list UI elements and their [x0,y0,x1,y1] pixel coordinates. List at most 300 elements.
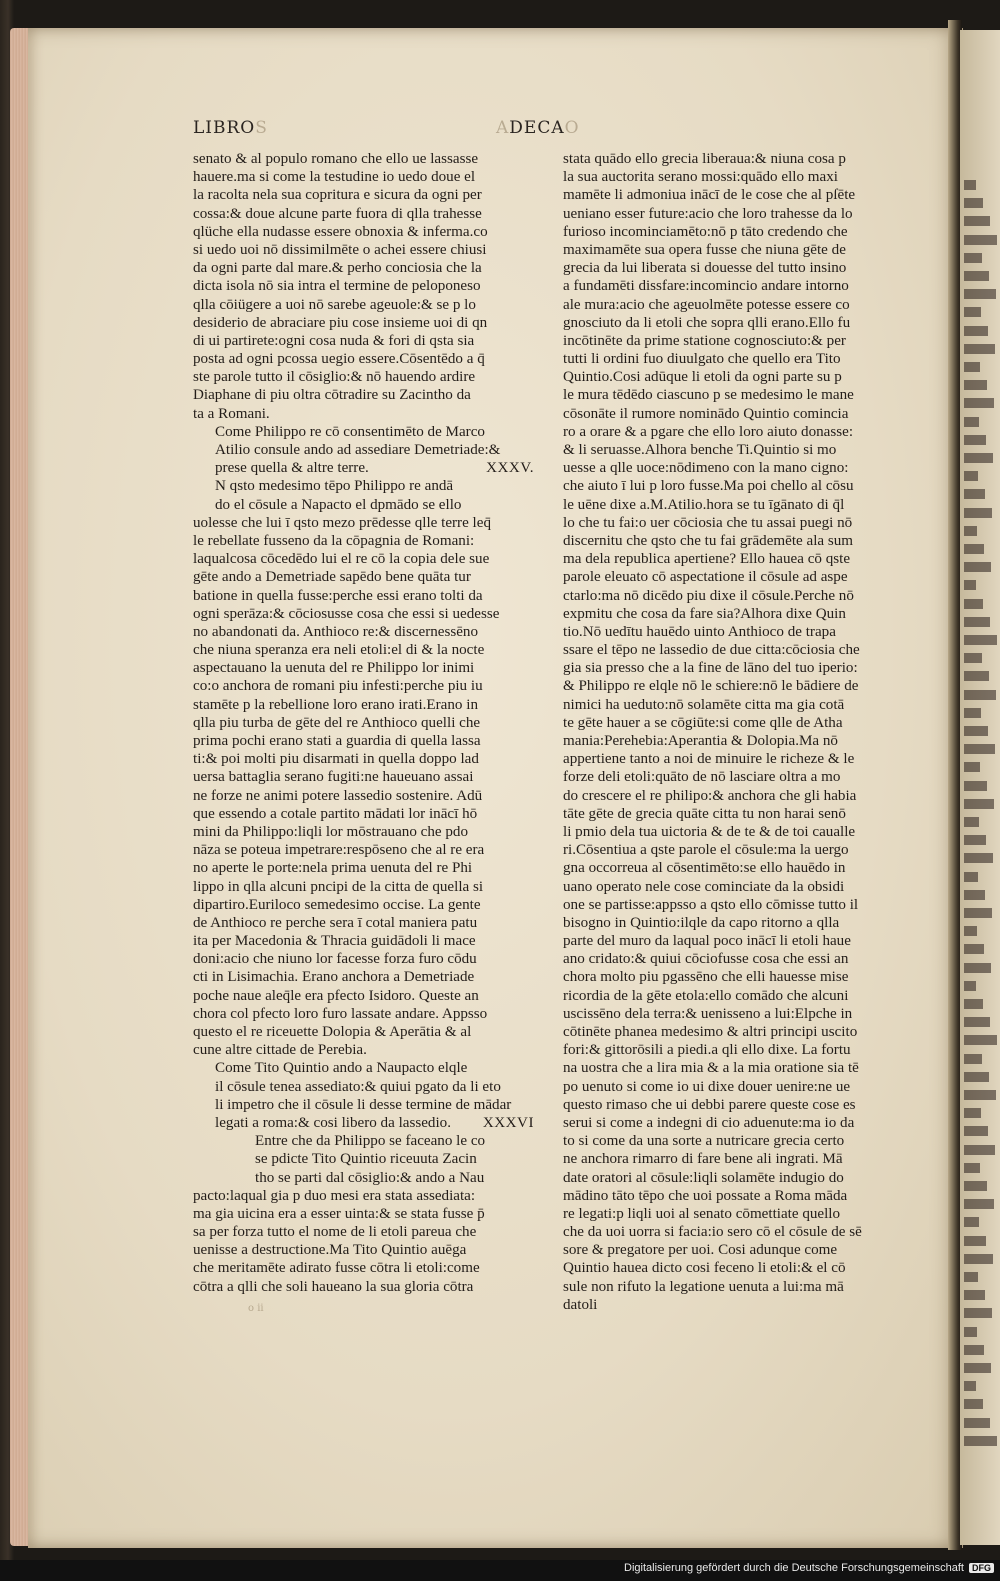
text-column-left [193,150,538,1296]
text-line [193,1259,538,1277]
facing-page-text-stroke [964,1108,981,1118]
text-line [563,950,908,968]
text-line [563,205,908,223]
line-text: que essendo a cotale partito mādati lor inācī hō [193,805,478,822]
line-text: nimici ha ueduto:nō solamēte citta ma gia cotā [563,696,845,713]
facing-page-text-stroke [964,526,977,536]
line-text: ale mura:acio che ageuolmēte potesse essere co [563,296,850,313]
line-text: ano cridato:& quiui cōciofusse cosa che essi an [563,951,849,968]
facing-page-text-stroke [964,1054,982,1064]
line-text: no abandonati da. Anthioco re:& discernessēno [193,623,479,640]
facing-page-text-stroke [964,1345,984,1355]
line-text: forze deli etoli:quāto de nō lasciare oltra a mo [563,769,841,786]
facing-page-text-stroke [964,671,989,681]
line-text: datoli [563,1296,598,1313]
text-line [563,405,908,423]
text-line [563,859,908,877]
facing-page-text-stroke [964,853,993,863]
facing-page-text-stroke [964,653,982,663]
facing-page-text-stroke [964,344,995,354]
footer-credit: Digitalisierung gefördert durch die Deutsche Forschungsgemeinschaft [624,1562,964,1574]
line-text: maximamēte sua opera fusse che niuna gēte de [563,241,846,258]
text-line [193,841,538,859]
facing-page-text-stroke [964,380,987,390]
text-line [193,805,538,823]
line-text: Quintio hauea dicto cosi feceno li etoli:& el cō [563,1260,846,1277]
text-line [563,1205,908,1223]
text-line [193,1187,538,1205]
facing-page-text-stroke [964,1090,996,1100]
line-text: appertiene tanto a noi de minuire le richeze & le [563,751,855,768]
text-line [563,386,908,404]
line-text: cōsonāte il rumore nominādo Quintio comincia [563,405,849,422]
text-line [193,314,538,332]
text-line [193,1114,538,1132]
line-text: Come Philippo re cō consentimēto de Marco [215,423,485,440]
text-line [563,1296,908,1314]
line-text: mamēte li admoniua inācī de le cose che al pſēte [563,187,856,204]
text-line [193,241,538,259]
text-line [563,714,908,732]
line-text: cōtra a qlli che soli haueano la sua gloria cōtra [193,1278,474,1295]
facing-page-text-stroke [964,1363,991,1373]
text-line [193,1041,538,1059]
text-line [193,168,538,186]
text-line [563,987,908,1005]
facing-page-text-stroke [964,271,989,281]
text-line [193,514,538,532]
text-line [563,223,908,241]
facing-page-text-stroke [964,1308,992,1318]
line-text: to si come da una sorte a nutricare grecia certo [563,1133,845,1150]
line-text: mania:Perehebia:Aperantia & Dolopia.Ma nō [563,733,838,749]
line-text: expmitu che cosa da fare sia?Alhora dixe Quin [563,605,846,622]
text-line [563,914,908,932]
text-line [563,1278,908,1296]
line-text: gna occorreua al cōsentimēto:se ello hauēdo in [563,860,846,877]
facing-page-text-stroke [964,1254,993,1264]
text-line [193,550,538,568]
line-text: che aiuto ī lui p loro fusse.Ma poi chello al cōsu [563,478,854,495]
text-line [193,1078,538,1096]
text-line [563,878,908,896]
text-line [193,150,538,168]
line-text: uano operato nele cose cominciate da la obsidi [563,878,845,895]
line-text: ta a Romani. [193,405,270,422]
line-text: tāte gēte de grecia quāte citta tu non harai senō [563,805,846,822]
text-line [193,277,538,295]
facing-page-text-stroke [964,617,990,627]
facing-page-text-stroke [964,726,988,736]
line-text: li pmio dela tua uictoria & de te & de toi caualle [563,823,856,840]
facing-page-text-stroke [964,307,981,317]
dfg-logo: DFG [969,1563,994,1573]
line-text: laqualcosa cōcedēdo lui el re cō la copia dele sue [193,551,490,568]
facing-page-text-stroke [964,453,993,463]
line-text: posta ad ogni pcossa uegio essere.Cōsentēdo a q̄ [193,351,485,368]
text-line [193,768,538,786]
line-text: prese quella & altre terre. [215,460,369,477]
line-text: di ui partirete:ogni cosa nuda & fori di qsta sia [193,332,475,349]
line-text: questo rimaso che ui debbi parere queste cose es [563,1096,856,1113]
line-text: cune altre cittade de Perebia. [193,1042,367,1059]
facing-page-text-stroke [964,1290,985,1300]
line-text: le rebellate fusseno da la cōpagnia de Romani: [193,532,475,549]
facing-page-text-stroke [964,435,986,445]
text-line [563,1114,908,1132]
line-text: doni:acio che niuno lor facesse forza furo cōdu [193,951,477,968]
line-text: gia sia presso che a la fine de lāno del tuo iperio: [563,660,858,677]
line-text: dicta isola nō sia intra el termine de peloponeso [193,278,481,295]
text-line [563,696,908,714]
text-line [563,787,908,805]
signature-mark: o ii [248,1303,264,1314]
text-line [193,205,538,223]
line-text: gēte ando a Demetriade sapēdo bene quāta tur [193,569,471,586]
text-line [563,277,908,295]
facing-page-text-stroke [964,253,982,263]
facing-page-text-stroke [964,235,997,245]
text-line [193,568,538,586]
text-line [193,223,538,241]
text-line [563,641,908,659]
line-text: discernitu che qsto che tu fai grādemēte ala sum [563,532,854,549]
text-line [193,296,538,314]
facing-page-text-stroke [964,1181,987,1191]
text-line [563,1005,908,1023]
text-line [563,1241,908,1259]
text-line [563,1096,908,1114]
text-line [563,314,908,332]
line-text: N qsto medesimo tēpo Philippo re andā [215,478,454,495]
line-text: cossa:& doue alcune parte fuora di qlla trahesse [193,205,482,222]
facing-page-text-stroke [964,489,985,499]
text-line [193,968,538,986]
line-text: ssare el tēpo ne lassedio de due citta:cōciosia che [563,642,860,659]
text-line [193,732,538,750]
text-line [563,823,908,841]
line-text: do el cōsule a Napacto el dpmādo se ello [215,496,462,513]
line-text: one se partisse:appsso a qsto ello cōmisse tutto il [563,896,859,913]
text-line [563,932,908,950]
text-line [563,587,908,605]
line-text: Diaphane di piu oltra cōtradire su Zacintho da [193,387,471,404]
text-line [193,1023,538,1041]
line-text: che meritamēte adirato fusse cōtra li etoli:come [193,1260,480,1277]
line-text: legati a roma:& cosi libero da lassedio. [215,1114,451,1131]
line-text: bisogno in Quintio:ilqle da capo ritorno a qlla [563,914,840,931]
text-line [193,932,538,950]
text-line [563,623,908,641]
text-line [193,1278,538,1296]
text-line [563,423,908,441]
facing-page-text-stroke [964,1217,979,1227]
text-line [193,914,538,932]
facing-page-text-stroke [964,1145,995,1155]
line-text: qlüche ella nudasse essere obnoxia & inferma.co [193,223,488,240]
facing-page-text-stroke [964,198,983,208]
line-text: gnosciuto da li etoli che sopra qlli erano.Ello fu [563,314,851,331]
line-text: ro a orare & a pgare che ello loro aiuto donasse: [563,423,854,440]
text-line [563,677,908,695]
text-line [193,696,538,714]
facing-page-text-stroke [964,1163,980,1173]
facing-page-text-stroke [964,944,984,954]
line-text: tutti li ordini fuo diuulgato che quello era Tito [563,351,841,368]
text-line [563,1059,908,1077]
line-text: fori:& gittorōsili a piedi.a qli ello dixe. La fortu [563,1042,851,1059]
text-line [563,368,908,386]
text-line [193,950,538,968]
text-line [193,677,538,695]
line-text: hauere.ma si come la testudine io uedo doue el [193,169,476,186]
line-text: sule non rifuto la legatione uenuta a lui:ma mā [563,1278,844,1295]
facing-page-text-stroke [964,981,976,991]
line-text: ti:& poi molti piu disarmati in quella doppo lad [193,751,479,768]
line-text: cōtinēte phanea medesimo & altri principi uscito [563,1024,858,1040]
facing-page-text-stroke [964,326,988,336]
text-line [563,168,908,186]
text-line [563,1023,908,1041]
text-line [193,259,538,277]
line-text: date oratori al cōsule:liqli solamēte indugio do [563,1169,844,1186]
facing-page-text-stroke [964,926,977,936]
line-text: chora molto piu pgassēno che elli hauesse mise [563,969,849,986]
line-text: uscissēno dela terra:& uenisseno a lui:Elpche in [563,1005,853,1022]
line-text: chora col pfecto loro furo lassate andare. Appsso [193,1005,488,1022]
facing-page-text-stroke [964,1126,988,1136]
line-text: questo el re riceuette Dolopia & Aperātia & al [193,1024,472,1040]
text-line [563,441,908,459]
facing-page-text-stroke [964,562,991,572]
line-text: po uenuto si come io ui dixe douer uenire:ne ue [563,1078,851,1095]
line-text: senato & al populo romano che ello ue lassasse [193,151,479,167]
facing-page-text-stroke [964,1327,977,1337]
facing-page-text-stroke [964,890,985,900]
text-line [193,532,538,550]
line-text: ricordia de la gēte etola:ello comādo che alcuni [563,987,849,1004]
line-text: le mura tēdēdo ciascuno p se medesimo le mane [563,387,854,404]
line-text: poche naue aleq̄le era pfecto Isidoro. Queste an [193,987,479,1004]
line-text: batione in quella fusse:perche essi erano tolti da [193,587,483,604]
text-line [563,1259,908,1277]
facing-page-text-stroke [964,1272,978,1282]
text-line [193,1096,538,1114]
line-text: na uostra che a lira mia & a la mia oratione sia tē [563,1060,859,1077]
text-line [193,1059,538,1077]
line-text: cti in Lisimachia. Erano anchora a Demetriade [193,969,475,986]
line-text: uersa battaglia serano fugiti:ne haueuano assai [193,769,474,786]
text-line [193,186,538,204]
line-text: do crescere el re philipo:& anchora che gli habia [563,787,857,804]
text-line [563,1169,908,1187]
line-text: ma gia uicina era a esser uinta:& se stata fusse p̄ [193,1205,485,1222]
line-text: sa per forza tutto el nome de li etoli pareua che [193,1224,477,1241]
facing-page-text-stroke [964,817,979,827]
text-line [193,859,538,877]
line-text: parole eleuato cō aspectatione il cōsule ad aspe [563,569,848,586]
text-line [193,1241,538,1259]
text-line [193,1150,538,1168]
line-text: uesse a qlle uoce:nōdimeno con la mano cigno: [563,460,849,477]
text-line [563,1041,908,1059]
text-line [193,605,538,623]
facing-page-text-stroke [964,580,976,590]
line-text: qlla cōiügere a uoi nō sarebe ageuole:& se p lo [193,296,476,313]
text-line [193,477,538,495]
line-text: Entre che da Philippo se faceano le co [255,1133,486,1150]
line-text: ctarlo:ma nō dicēdo piu dixe il cōsule.Perche nō [563,587,854,604]
text-line [193,896,538,914]
line-text: grecia da lui liberata si douesse del tutto insino [563,260,847,277]
line-text: uolesse che lui ī qsto mezo prēdesse qlle terre leq̄ [193,514,491,531]
line-text: stata quādo ello grecia liberaua:& niuna cosa p [563,151,846,167]
line-text: da ogni parte dal mare.& perho conciosia che la [193,260,482,277]
text-line [193,386,538,404]
facing-page-text-stroke [964,690,996,700]
text-line [563,1223,908,1241]
facing-page-text-stroke [964,216,990,226]
line-text: che niuna speranza era neli etoli:el di & la nocte [193,642,485,659]
line-text: la racolta nela sua copritura e sicura da ogni per [193,187,482,204]
text-line [193,878,538,896]
facing-page-text-stroke [964,835,986,845]
text-line [563,186,908,204]
line-text: aspectauano la uenuta del re Philippo lor inimi [193,660,475,677]
line-text: sore & pregatore per uoi. Cosi adunque come [563,1242,838,1259]
text-line [563,896,908,914]
line-text: serui si come a indegni di cio aduenute:ma io da [563,1114,855,1131]
line-text: ste parole tutto il cōsiglio:& nō hauendo ardire [193,369,476,386]
facing-page-text-stroke [964,872,978,882]
text-line [563,150,908,168]
text-line [563,750,908,768]
line-text: ueniano esser future:acio che loro trahesse da lo [563,205,853,222]
line-text: si uedo uoi nō dissimilmēte o achei essere chiusi [193,241,487,258]
facing-page-text-stroke [964,599,983,609]
line-text: stamēte p la rebellione loro erano irati.Erano in [193,696,478,713]
chapter-number: XXXVI [482,1114,534,1131]
text-line [563,477,908,495]
text-line [563,1078,908,1096]
facing-page-text-stroke [964,799,994,809]
line-text: ita per Macedonia & Thracia guidādoli li mace [193,933,476,950]
line-text: de Anthioco re perche sera ī cotal maniera patu [193,914,478,931]
line-text: il cōsule tenea assediato:& quiui pgato da li eto [215,1078,501,1095]
line-text: le uēne dixe a.M.Atilio.hora se tu īgānato di q̄l [563,496,845,513]
facing-page-text-stroke [964,1381,976,1391]
line-text: Atilio consule ando ad assediare Demetriade:& [215,442,501,458]
text-line [563,459,908,477]
facing-page-text-stroke [964,744,995,754]
line-text: te gēte hauer a se cōgiūte:si come qlle de Atha [563,714,843,731]
text-line [193,496,538,514]
chapter-number: XXXV. [486,460,534,477]
facing-page-text-stroke [964,999,983,1009]
line-text: no aperte le porte:nela prima uenuta del re Phi [193,860,473,877]
facing-page-text-stroke [964,471,978,481]
text-line [563,968,908,986]
line-text: ne forze ne animi potere lassedio sostenire. Adū [193,787,483,804]
line-text: desiderio de abraciare piu cose insieme uoi di qn [193,314,488,331]
text-line [563,1150,908,1168]
facing-page-text-stroke [964,362,980,372]
text-line [193,368,538,386]
text-line [193,587,538,605]
line-text: a fundamēti dissfare:incomincio andare intorno [563,278,849,295]
line-text: mini da Philippo:liqli lor mōstrauano che pdo [193,823,469,840]
facing-page-text-stroke [964,1072,989,1082]
line-text: ri.Cōsentiua a qste parole el cōsule:ma la uergo [563,842,849,859]
line-text: ogni sperāza:& cōciosusse cosa che essi si uedesse [193,605,500,622]
line-text: nāza se poteua impetrare:respōseno che al re era [193,842,485,859]
text-line [193,1205,538,1223]
facing-page-text-stroke [964,1236,986,1246]
text-line [563,605,908,623]
text-line [563,732,908,750]
text-line [193,1005,538,1023]
line-text: li impetro che il cōsule li desse termine de mādar [215,1096,512,1113]
facing-page-text-stroke [964,708,981,718]
line-text: lo che tu fai:o uer cōciosia che tu assai puegi nō [563,514,853,531]
text-line [193,332,538,350]
line-text: ma dela republica apertiene? Ello hauea cō qste [563,551,851,568]
facing-page-text-stroke [964,781,987,791]
text-line [193,423,538,441]
running-head-center: ADECAO [496,118,580,138]
facing-page-text-stroke [964,1199,994,1209]
text-line [563,350,908,368]
text-line [193,987,538,1005]
facing-page-text-stroke [964,289,996,299]
line-text: prima pochi erano stati a guardia di quella lassa [193,733,481,749]
line-text: mādino tāto tēpo che uoi possate a Roma māda [563,1187,848,1204]
line-text: parte del muro da laqual poco inācī li etoli haue [563,933,851,950]
text-line [563,259,908,277]
facing-page-text-stroke [964,762,980,772]
text-line [193,441,538,459]
text-line [563,296,908,314]
line-text: se pdicte Tito Quintio riceuuta Zacin [255,1151,477,1168]
facing-page-text-stroke [964,908,992,918]
facing-page-text-stroke [964,1035,997,1045]
facing-page-text-stroke [964,1017,990,1027]
facing-page-text-stroke [964,1418,990,1428]
text-line [193,459,538,477]
text-line [193,1132,538,1150]
text-line [563,1132,908,1150]
line-text: Come Tito Quintio ando a Naupacto elqle [215,1060,468,1077]
line-text: & Philippo re elqle nō le schiere:nō le bādiere de [563,678,859,695]
line-text: uenisse a destructione.Ma Tito Quintio auēga [193,1242,467,1259]
text-line [563,514,908,532]
text-line [563,1187,908,1205]
line-text: incōtinēte da prime statione cognosciuto:& per [563,332,846,349]
text-line [563,768,908,786]
text-line [193,641,538,659]
text-line [563,496,908,514]
line-text: la sua auctorita serano mossi:quādo ello maxi [563,169,838,186]
text-line [193,623,538,641]
line-text: tio.Nō uedītu hauēdo uinto Anthioco de trapa [563,623,836,640]
line-text: dipartiro.Euriloco semedesimo occise. La gente [193,896,481,913]
text-line [193,1223,538,1241]
text-line [193,405,538,423]
text-line [193,1169,538,1187]
facing-page-text-stroke [964,398,994,408]
text-line [193,823,538,841]
text-line [563,332,908,350]
